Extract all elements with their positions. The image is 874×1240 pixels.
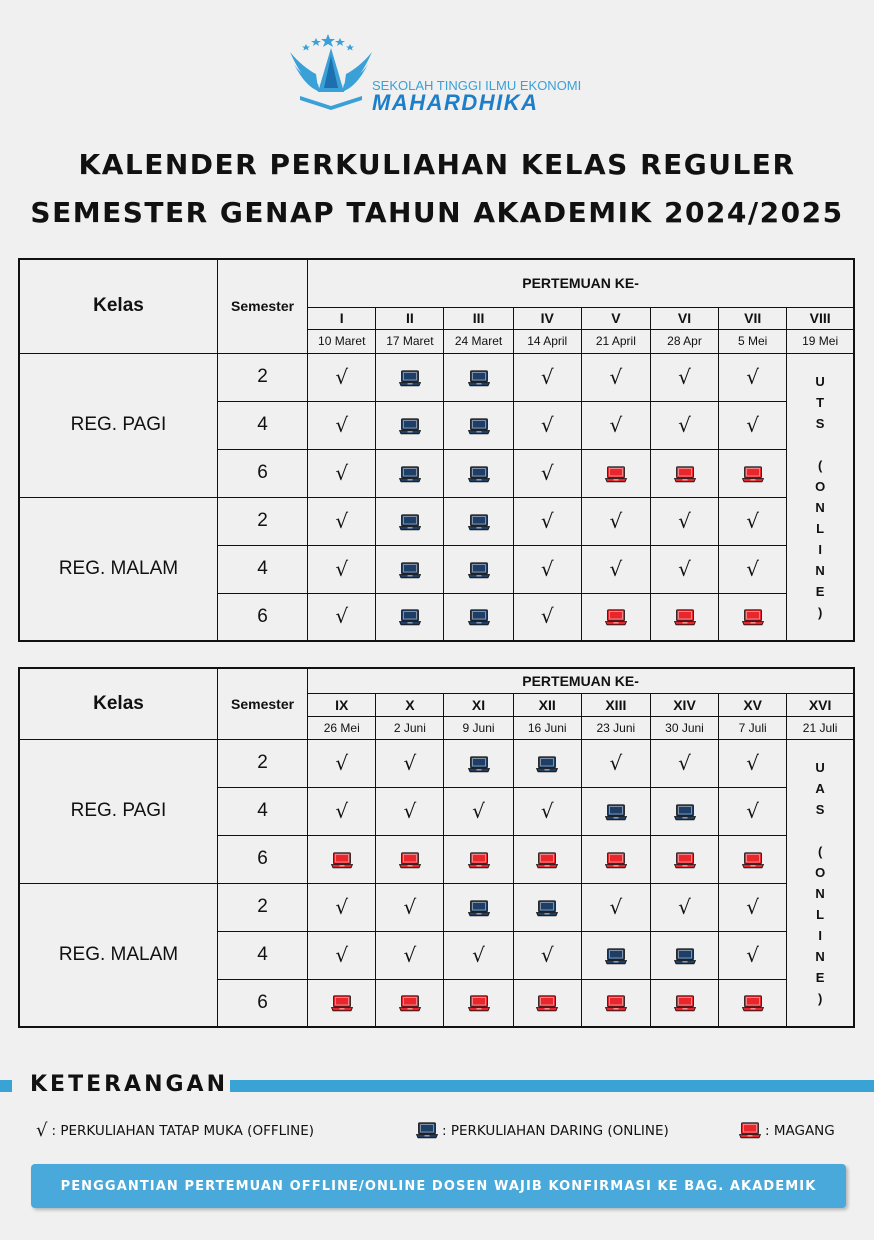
- laptop-online-icon: [468, 756, 490, 773]
- check-icon: √: [609, 412, 623, 437]
- laptop-online-icon: [399, 418, 421, 435]
- check-icon: √: [609, 894, 623, 919]
- semester-value: 2: [217, 883, 307, 931]
- exam-letter: S: [815, 801, 825, 817]
- schedule-cell: [513, 401, 581, 449]
- meeting-number: XIII: [581, 693, 650, 716]
- exam-letter: U: [815, 759, 825, 775]
- laptop-magang-icon: [331, 852, 353, 869]
- laptop-magang-icon: [399, 995, 421, 1012]
- laptop-online-icon: [536, 756, 558, 773]
- meeting-date: 24 Maret: [444, 329, 513, 353]
- exam-letter: I: [818, 541, 822, 557]
- meeting-date: 17 Maret: [376, 329, 444, 353]
- pertemuan-header: PERTEMUAN KE-: [308, 259, 854, 307]
- meeting-number: II: [376, 307, 444, 329]
- schedule-cell: [581, 931, 650, 979]
- schedule-cell: [308, 787, 376, 835]
- schedule-cell: [581, 497, 650, 545]
- pertemuan-header: PERTEMUAN KE-: [308, 668, 854, 693]
- logo-name: MAHARDHIKA: [372, 90, 539, 115]
- meeting-number: VII: [719, 307, 787, 329]
- schedule-cell: [308, 545, 376, 593]
- schedule-cell: [650, 497, 718, 545]
- meeting-date: 9 Juni: [444, 716, 513, 739]
- legend-online: [416, 1122, 669, 1139]
- meeting-number: IV: [513, 307, 581, 329]
- meeting-number: XVI: [787, 693, 854, 716]
- semester-value: 6: [217, 593, 307, 641]
- schedule-cell: [581, 883, 650, 931]
- laptop-online-icon: [399, 609, 421, 626]
- legend-offline: [36, 1122, 314, 1140]
- exam-letter: [787, 434, 853, 455]
- laptop-magang-icon: [742, 466, 764, 483]
- meeting-date: 10 Maret: [308, 329, 376, 353]
- check-icon: √: [540, 942, 554, 967]
- meeting-date: 7 Juli: [719, 716, 787, 739]
- check-icon: √: [335, 364, 349, 389]
- schedule-cell: [719, 787, 787, 835]
- schedule-cell: [376, 545, 444, 593]
- schedule-cell: [719, 931, 787, 979]
- schedule-cell: [719, 497, 787, 545]
- schedule-cell: [444, 545, 513, 593]
- check-icon: √: [746, 364, 760, 389]
- schedule-cell: [650, 835, 718, 883]
- check-icon: √: [403, 894, 417, 919]
- laptop-magang-icon: [605, 466, 627, 483]
- laptop-magang-icon: [331, 995, 353, 1012]
- calendar-table-1: [18, 258, 855, 642]
- schedule-cell: [376, 401, 444, 449]
- meeting-date: 23 Juni: [581, 716, 650, 739]
- schedule-cell: [376, 353, 444, 401]
- meeting-date: 28 Apr: [650, 329, 718, 353]
- check-icon: √: [609, 364, 623, 389]
- laptop-online-icon: [468, 418, 490, 435]
- schedule-cell: [513, 979, 581, 1027]
- check-icon: √: [472, 798, 485, 823]
- legend-magang-label: : MAGANG: [765, 1122, 835, 1139]
- schedule-cell: [719, 545, 787, 593]
- schedule-cell: [308, 883, 376, 931]
- exam-letter: N: [815, 562, 825, 578]
- check-icon: √: [678, 508, 691, 533]
- schedule-cell: [513, 545, 581, 593]
- laptop-magang-icon: [742, 995, 764, 1012]
- schedule-cell: [308, 593, 376, 641]
- laptop-magang-icon: [674, 466, 696, 483]
- meeting-number: XV: [719, 693, 787, 716]
- schedule-cell: [376, 835, 444, 883]
- schedule-cell: [444, 835, 513, 883]
- check-icon: √: [335, 798, 349, 823]
- schedule-cell: [581, 545, 650, 593]
- check-icon: √: [540, 508, 554, 533]
- schedule-cell: [376, 787, 444, 835]
- check-icon: √: [403, 942, 417, 967]
- legend-accent-bar-right: [230, 1080, 874, 1092]
- laptop-online-icon: [399, 466, 421, 483]
- check-icon: √: [540, 412, 554, 437]
- check-icon: √: [609, 556, 623, 581]
- schedule-cell: [650, 353, 718, 401]
- semester-value: 4: [217, 787, 307, 835]
- check-icon: √: [678, 412, 691, 437]
- semester-value: 4: [217, 931, 307, 979]
- schedule-cell: [513, 497, 581, 545]
- exam-column: [787, 353, 854, 641]
- check-icon: √: [335, 750, 349, 775]
- laptop-magang-icon: [674, 609, 696, 626]
- laptop-magang-icon: [468, 852, 490, 869]
- schedule-cell: [719, 593, 787, 641]
- check-icon: √: [540, 556, 554, 581]
- check-icon: √: [746, 750, 760, 775]
- exam-letter: U: [815, 373, 825, 389]
- laptop-magang-icon: [674, 852, 696, 869]
- page-subtitle: SEMESTER GENAP TAHUN AKADEMIK 2024/2025: [30, 196, 844, 229]
- laptop-online-icon: [536, 900, 558, 917]
- schedule-cell: [650, 401, 718, 449]
- semester-value: 6: [217, 979, 307, 1027]
- schedule-cell: [308, 979, 376, 1027]
- semester-header: Semester: [217, 668, 307, 739]
- check-icon: √: [335, 508, 349, 533]
- meeting-date: 5 Mei: [719, 329, 787, 353]
- schedule-cell: [581, 593, 650, 641]
- exam-letter: (: [817, 843, 823, 859]
- schedule-cell: [650, 449, 718, 497]
- semester-value: 4: [217, 545, 307, 593]
- schedule-cell: [719, 449, 787, 497]
- exam-letter: A: [815, 780, 825, 796]
- semester-value: 2: [217, 497, 307, 545]
- header-row: [19, 259, 854, 307]
- meeting-number: VI: [650, 307, 718, 329]
- schedule-cell: [581, 449, 650, 497]
- check-icon: √: [746, 412, 760, 437]
- schedule-cell: [308, 835, 376, 883]
- schedule-cell: [376, 931, 444, 979]
- legend-magang: [739, 1122, 835, 1139]
- check-icon: √: [335, 894, 349, 919]
- schedule-cell: [444, 401, 513, 449]
- schedule-cell: [444, 787, 513, 835]
- check-icon: √: [403, 798, 417, 823]
- schedule-cell: [650, 883, 718, 931]
- meeting-date: 30 Juni: [650, 716, 718, 739]
- laptop-magang-icon: [536, 995, 558, 1012]
- laptop-online-icon: [468, 370, 490, 387]
- meeting-date: 21 April: [581, 329, 650, 353]
- laptop-online-icon: [468, 900, 490, 917]
- kelas-name: REG. MALAM: [19, 883, 217, 1027]
- laptop-magang-icon: [742, 852, 764, 869]
- check-icon: √: [746, 508, 760, 533]
- schedule-cell: [513, 449, 581, 497]
- schedule-cell: [650, 739, 718, 787]
- exam-letter: L: [816, 520, 825, 536]
- semester-value: 6: [217, 835, 307, 883]
- laptop-magang-icon: [605, 995, 627, 1012]
- table-row: [19, 497, 854, 545]
- exam-letter: I: [818, 927, 822, 943]
- schedule-cell: [581, 979, 650, 1027]
- check-icon: √: [746, 556, 760, 581]
- schedule-cell: [719, 739, 787, 787]
- schedule-cell: [444, 931, 513, 979]
- check-icon: √: [540, 460, 554, 485]
- header-row: [19, 668, 854, 693]
- laptop-online-icon: [468, 562, 490, 579]
- laptop-online-icon: [468, 514, 490, 531]
- kelas-header: Kelas: [19, 259, 217, 353]
- schedule-cell: [444, 449, 513, 497]
- laptop-magang-icon: [742, 609, 764, 626]
- check-icon: √: [609, 508, 623, 533]
- meeting-date: 21 Juli: [787, 716, 854, 739]
- table-row: [19, 883, 854, 931]
- check-icon: √: [335, 412, 349, 437]
- exam-letter: N: [815, 948, 825, 964]
- exam-letter: N: [815, 499, 825, 515]
- schedule-cell: [376, 883, 444, 931]
- check-icon: √: [335, 460, 349, 485]
- schedule-cell: [650, 787, 718, 835]
- laptop-magang-icon: [399, 852, 421, 869]
- kelas-header: Kelas: [19, 668, 217, 739]
- schedule-cell: [513, 835, 581, 883]
- meeting-date: 2 Juni: [376, 716, 444, 739]
- table-row: [19, 739, 854, 787]
- exam-letter: N: [815, 885, 825, 901]
- meeting-number: XI: [444, 693, 513, 716]
- meeting-number: X: [376, 693, 444, 716]
- laptop-magang-icon: [739, 1122, 761, 1139]
- schedule-cell: [308, 739, 376, 787]
- semester-value: 4: [217, 401, 307, 449]
- logo-emblem-icon: [288, 30, 374, 116]
- check-icon: √: [678, 556, 691, 581]
- schedule-cell: [513, 787, 581, 835]
- logo-subtitle: SEKOLAH TINGGI ILMU EKONOMI: [372, 78, 582, 93]
- schedule-cell: [308, 497, 376, 545]
- schedule-cell: [444, 979, 513, 1027]
- kelas-name: REG. PAGI: [19, 739, 217, 883]
- calendar-table-2: [18, 667, 855, 1028]
- schedule-cell: [581, 353, 650, 401]
- schedule-cell: [650, 545, 718, 593]
- semester-header: Semester: [217, 259, 307, 353]
- laptop-online-icon: [399, 370, 421, 387]
- semester-value: 6: [217, 449, 307, 497]
- schedule-cell: [650, 931, 718, 979]
- check-icon: √: [746, 798, 760, 823]
- legend-title: KETERANGAN: [30, 1072, 228, 1097]
- check-icon: √: [609, 750, 623, 775]
- laptop-online-icon: [605, 804, 627, 821]
- meeting-date: 26 Mei: [308, 716, 376, 739]
- laptop-magang-icon: [605, 609, 627, 626]
- meeting-number: XII: [513, 693, 581, 716]
- semester-value: 2: [217, 739, 307, 787]
- schedule-cell: [308, 353, 376, 401]
- schedule-cell: [513, 353, 581, 401]
- schedule-cell: [444, 353, 513, 401]
- meeting-date: 19 Mei: [787, 329, 854, 353]
- kelas-name: REG. MALAM: [19, 497, 217, 641]
- check-icon: √: [540, 364, 554, 389]
- schedule-cell: [650, 979, 718, 1027]
- laptop-online-icon: [468, 466, 490, 483]
- check-icon: √: [335, 604, 349, 629]
- check-icon: √: [746, 942, 760, 967]
- exam-letter: (: [817, 457, 823, 473]
- check-icon: √: [472, 942, 485, 967]
- schedule-cell: [444, 739, 513, 787]
- page-title: KALENDER PERKULIAHAN KELAS REGULER: [78, 148, 796, 181]
- schedule-cell: [376, 593, 444, 641]
- exam-letter: O: [815, 864, 826, 880]
- exam-letter: E: [815, 583, 825, 599]
- exam-letter: S: [815, 415, 825, 431]
- schedule-cell: [513, 931, 581, 979]
- schedule-cell: [308, 931, 376, 979]
- laptop-online-icon: [416, 1122, 438, 1139]
- legend-accent-bar-left: [0, 1080, 12, 1092]
- meeting-number: I: [308, 307, 376, 329]
- schedule-cell: [650, 593, 718, 641]
- exam-letter: [787, 820, 853, 841]
- check-icon: √: [36, 1120, 48, 1141]
- exam-letter: E: [815, 969, 825, 985]
- schedule-cell: [308, 449, 376, 497]
- check-icon: √: [540, 798, 554, 823]
- schedule-cell: [308, 401, 376, 449]
- schedule-cell: [581, 787, 650, 835]
- check-icon: √: [746, 894, 760, 919]
- check-icon: √: [403, 750, 417, 775]
- schedule-cell: [513, 593, 581, 641]
- schedule-cell: [581, 401, 650, 449]
- schedule-cell: [376, 979, 444, 1027]
- check-icon: √: [678, 750, 691, 775]
- meeting-number: III: [444, 307, 513, 329]
- schedule-cell: [719, 883, 787, 931]
- schedule-cell: [581, 835, 650, 883]
- college-logo: [288, 30, 588, 116]
- laptop-online-icon: [674, 804, 696, 821]
- schedule-cell: [444, 593, 513, 641]
- notice-banner: PENGGANTIAN PERTEMUAN OFFLINE/ONLINE DOSEN WAJIB KONFIRMASI KE BAG. AKADEMIK: [31, 1164, 846, 1208]
- schedule-cell: [444, 883, 513, 931]
- exam-letter: T: [816, 394, 825, 410]
- laptop-magang-icon: [605, 852, 627, 869]
- schedule-cell: [513, 883, 581, 931]
- laptop-magang-icon: [536, 852, 558, 869]
- exam-letter: ): [817, 990, 823, 1006]
- meeting-number: IX: [308, 693, 376, 716]
- check-icon: √: [540, 604, 554, 629]
- schedule-cell: [376, 449, 444, 497]
- schedule-cell: [444, 497, 513, 545]
- check-icon: √: [678, 894, 691, 919]
- exam-letter: L: [816, 906, 825, 922]
- legend-online-label: : PERKULIAHAN DARING (ONLINE): [442, 1122, 669, 1139]
- exam-letter: ): [817, 604, 823, 620]
- semester-value: 2: [217, 353, 307, 401]
- check-icon: √: [678, 364, 691, 389]
- laptop-online-icon: [399, 514, 421, 531]
- exam-letter: O: [815, 478, 826, 494]
- schedule-cell: [376, 497, 444, 545]
- laptop-online-icon: [468, 609, 490, 626]
- laptop-online-icon: [399, 562, 421, 579]
- schedule-cell: [581, 739, 650, 787]
- schedule-cell: [719, 401, 787, 449]
- laptop-magang-icon: [674, 995, 696, 1012]
- schedule-cell: [513, 739, 581, 787]
- schedule-cell: [719, 353, 787, 401]
- meeting-number: XIV: [650, 693, 718, 716]
- laptop-online-icon: [674, 948, 696, 965]
- table-row: [19, 353, 854, 401]
- laptop-magang-icon: [468, 995, 490, 1012]
- schedule-cell: [719, 979, 787, 1027]
- meeting-number: V: [581, 307, 650, 329]
- meeting-date: 14 April: [513, 329, 581, 353]
- schedule-cell: [719, 835, 787, 883]
- schedule-cell: [376, 739, 444, 787]
- laptop-online-icon: [605, 948, 627, 965]
- check-icon: √: [335, 942, 349, 967]
- exam-column: [787, 739, 854, 1027]
- kelas-name: REG. PAGI: [19, 353, 217, 497]
- legend-offline-label: : PERKULIAHAN TATAP MUKA (OFFLINE): [51, 1123, 315, 1139]
- meeting-number: VIII: [787, 307, 854, 329]
- check-icon: √: [335, 556, 349, 581]
- meeting-date: 16 Juni: [513, 716, 581, 739]
